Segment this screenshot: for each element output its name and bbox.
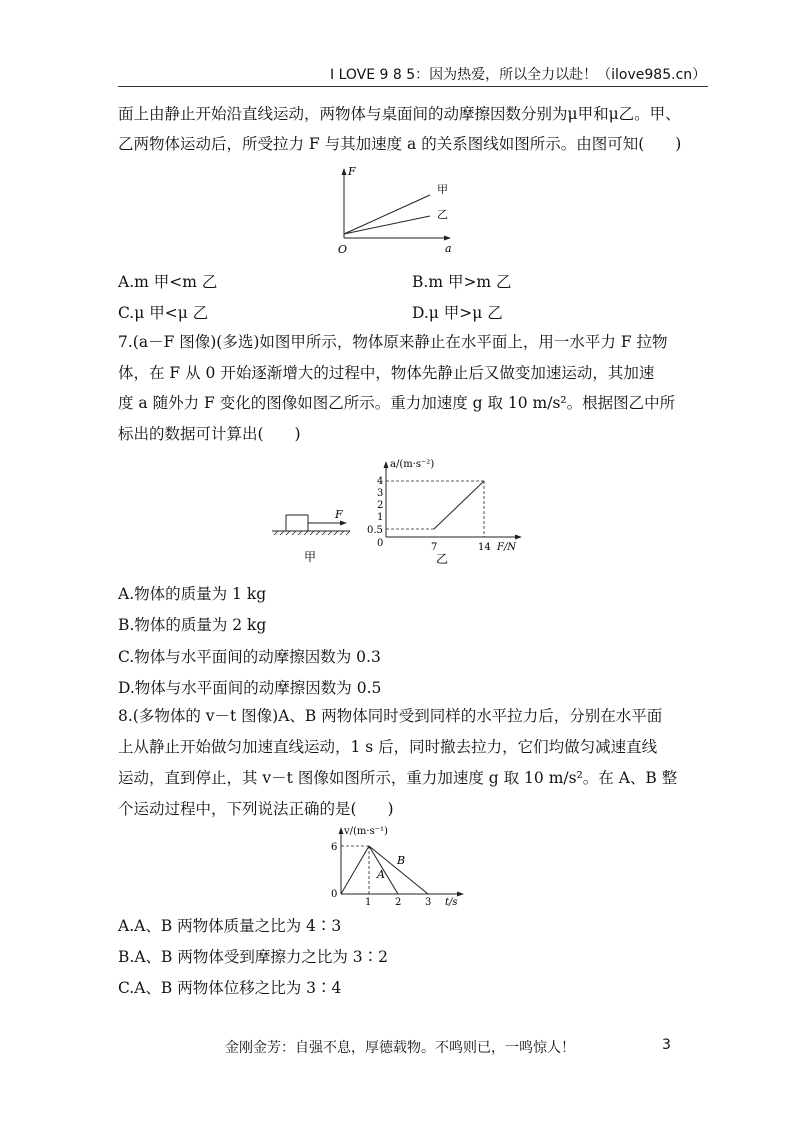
q8-option-b: B.A、B 两物体受到摩擦力之比为 3∶2 [118,948,388,966]
fig3-x-tick-3: 3 [425,897,432,908]
figure-f-a-graph [330,160,460,260]
figure-block-diagram [272,505,357,565]
fig3-line-rise [341,846,369,894]
fig1-x-axis-label: a [445,242,452,255]
q6-option-d: D.μ 甲>μ 乙 [412,304,503,322]
q7-text-line-4: 标出的数据可计算出( ) [118,425,301,443]
page-number: 3 [662,1037,671,1053]
fig3-x-axis-label: t/s [445,897,458,908]
fig2-y-tick-3: 3 [377,488,384,499]
fig2-x-tick-14: 14 [478,542,491,553]
q7-option-b: B.物体的质量为 2 kg [118,616,267,634]
fig1-label-jia: 甲 [437,183,448,196]
page-header: I LOVE 9 8 5：因为热爱，所以全力以赴！（ilove985.cn） [330,67,707,83]
fig2-origin-label: 0 [377,538,384,549]
fig1-line-yi [344,216,430,234]
fig2-data-line [434,481,484,529]
fig2-caption-yi: 乙 [436,552,449,566]
header-divider [118,86,708,87]
q8-text-line-3: 运动，直到停止，其 v－t 图像如图所示，重力加速度 g 取 10 m/s²。在 A、B 整 [118,769,678,787]
fig2-caption-jia: 甲 [304,550,317,564]
q6-option-a: A.m 甲<m 乙 [118,273,218,291]
q8-option-c: C.A、B 两物体位移之比为 3∶4 [118,979,342,997]
fig2-y-tick-2: 2 [377,500,384,511]
q7-option-c: C.物体与水平面间的动摩擦因数为 0.3 [118,648,381,666]
fig3-label-a: A [377,868,385,881]
fig2-y-tick-1: 1 [377,512,384,523]
q7-text-line-3: 度 a 随外力 F 变化的图像如图乙所示。重力加速度 g 取 10 m/s²。根据图乙中所 [118,394,676,412]
fig2-y-tick-4: 4 [377,476,384,487]
fig3-label-b: B [397,854,406,867]
fig1-origin-label: O [338,243,348,256]
q6-text-line-1: 面上由静止开始沿直线运动，两物体与桌面间的动摩擦因数分别为μ甲和μ乙。甲、 [118,105,681,123]
q7-text-line-1: 7.(a－F 图像)(多选)如图甲所示，物体原来静止在水平面上，用一水平力 F 拉物 [118,333,668,351]
fig3-x-tick-2: 2 [395,897,402,908]
fig2-x-tick-7: 7 [431,542,438,553]
q7-option-d: D.物体与水平面间的动摩擦因数为 0.5 [118,679,382,697]
q7-option-a: A.物体的质量为 1 kg [118,585,267,603]
fig2-x-axis-label: F/N [497,542,517,553]
q8-option-a: A.A、B 两物体质量之比为 4∶3 [118,917,342,935]
q7-text-line-2: 体，在 F 从 0 开始逐渐增大的过程中，物体先静止后又做变加速运动，其加速 [118,364,655,382]
fig1-line-jia [344,195,430,234]
fig3-origin-label: 0 [331,889,338,900]
fig2-y-axis-label: a/(m·s⁻²) [390,459,435,470]
q6-option-c: C.μ 甲<μ 乙 [118,304,209,322]
fig1-y-axis-label: F [348,165,356,178]
fig3-y-tick-6: 6 [331,842,338,853]
fig3-y-axis-label: v/(m·s⁻¹) [344,826,388,837]
fig3-x-tick-1: 1 [365,897,372,908]
q8-text-line-2: 上从静止开始做匀加速直线运动，1 s 后，同时撤去拉力，它们均做匀减速直线 [118,738,658,756]
q6-text-line-2: 乙两物体运动后，所受拉力 F 与其加速度 a 的关系图线如图所示。由图可知( ) [118,135,682,153]
figure-v-t-graph [325,823,470,908]
q8-text-line-4: 个运动过程中，下列说法正确的是( ) [118,800,394,818]
q6-option-b: B.m 甲>m 乙 [412,273,512,291]
figure-a-f-graph [360,455,530,567]
fig1-label-yi: 乙 [437,208,448,221]
q8-text-line-1: 8.(多物体的 v－t 图像)A、B 两物体同时受到同样的水平拉力后，分别在水平面 [118,707,663,725]
page-footer: 金刚金芳：自强不息，厚德载物。不鸣则已，一鸣惊人！ [225,1040,575,1056]
fig2-force-label: F [335,508,343,521]
fig2-y-tick-0-5: 0.5 [367,525,383,536]
